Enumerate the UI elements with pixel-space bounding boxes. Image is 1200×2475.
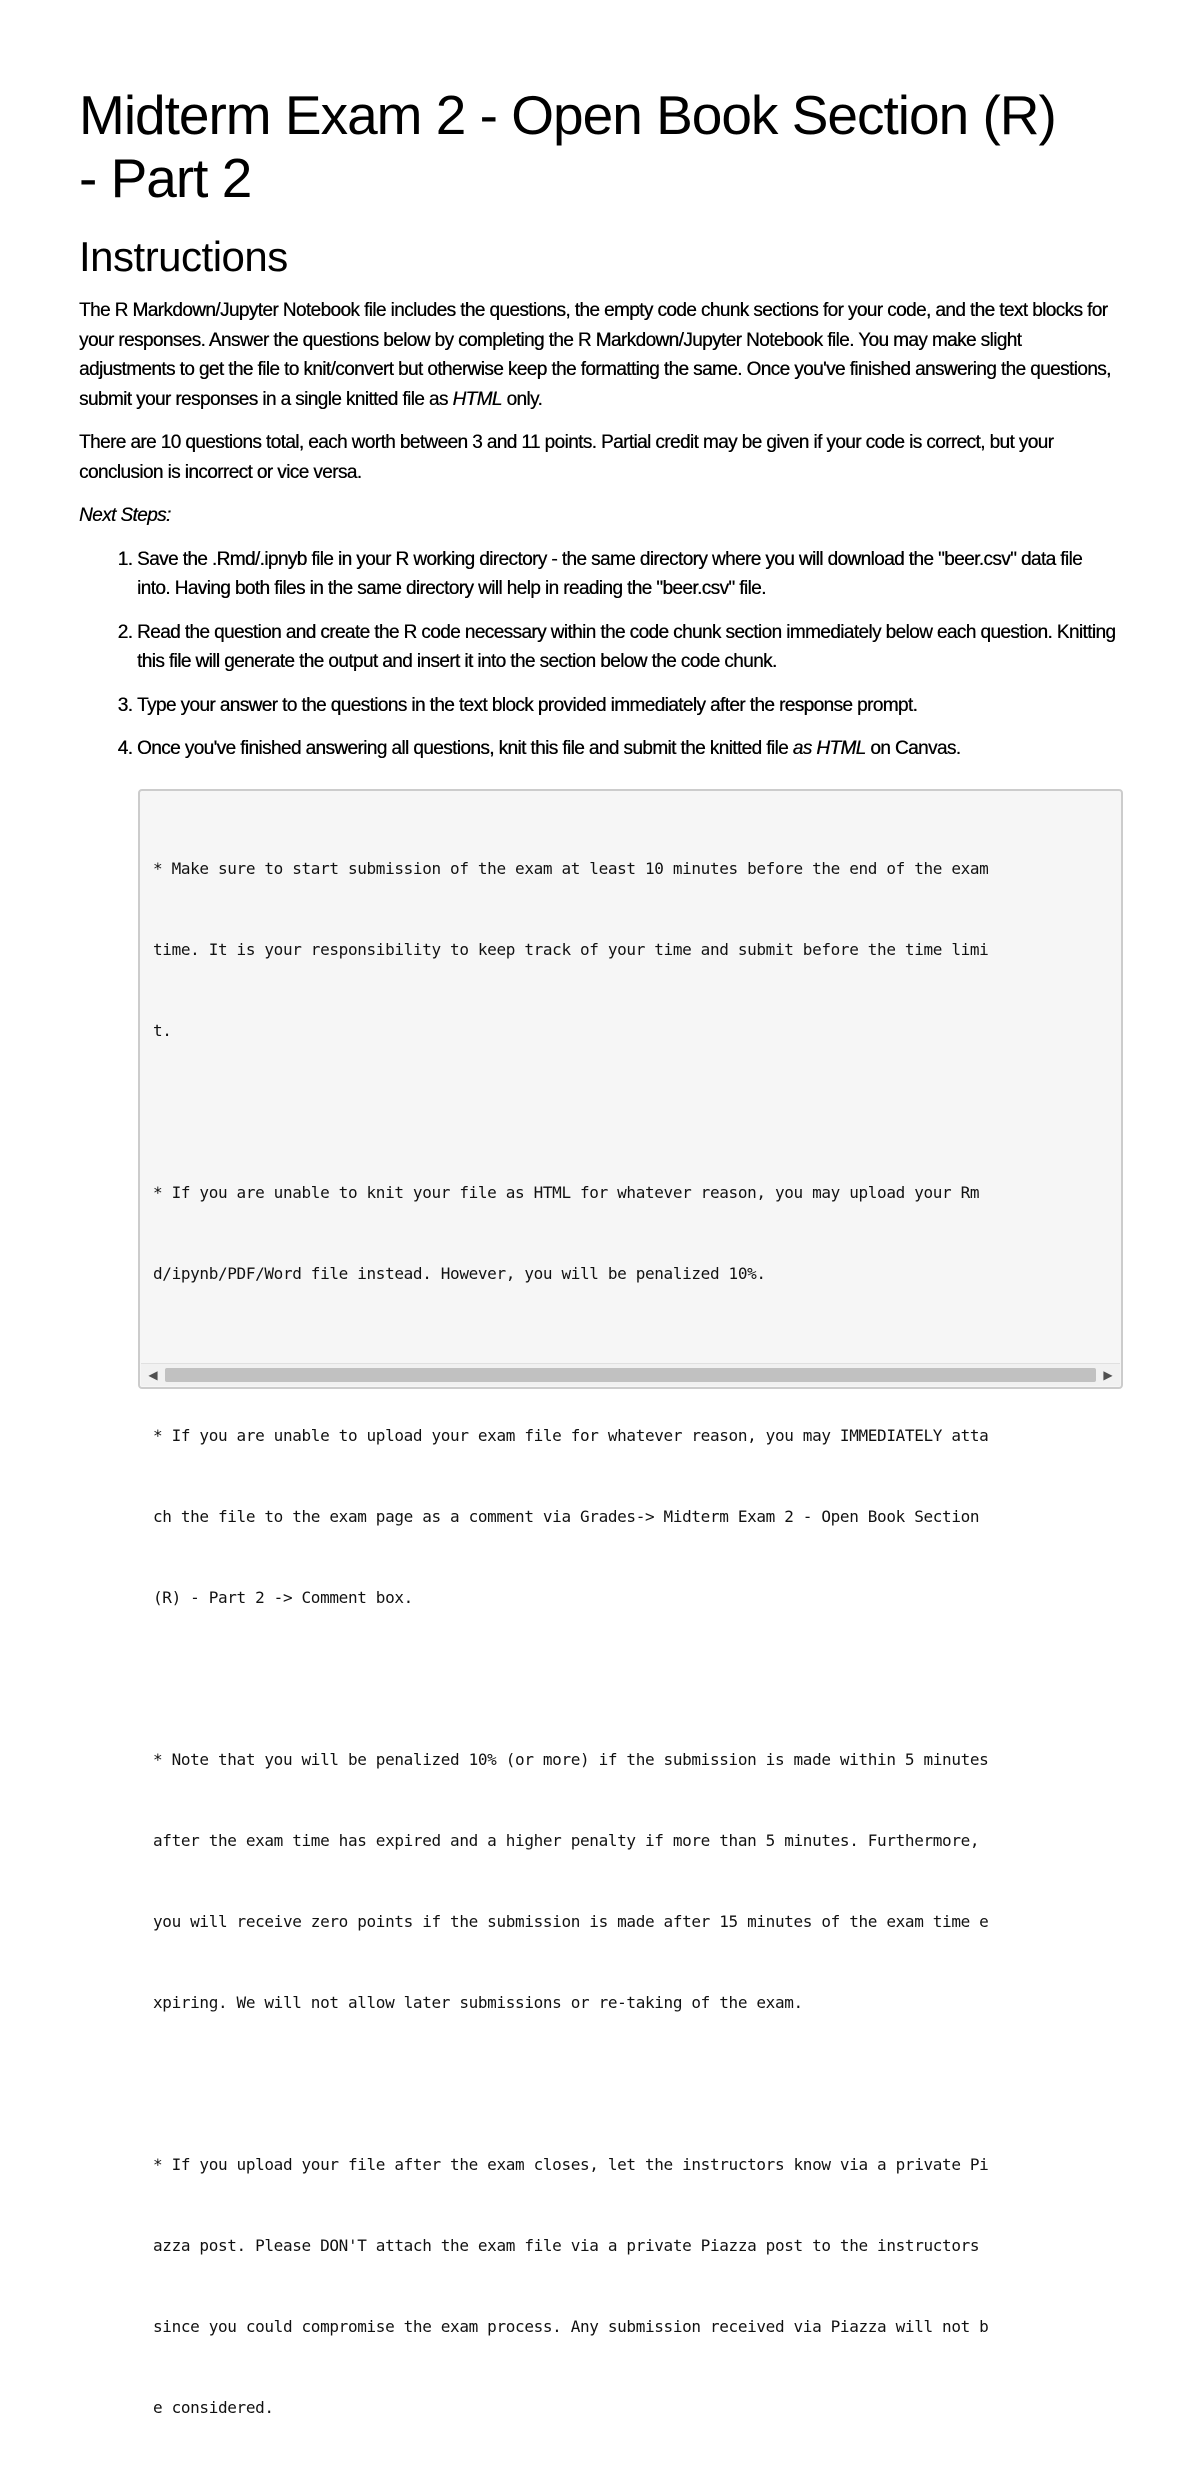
code-line: * Make sure to start submission of the exam at least 10 minutes before the end of the exam	[153, 859, 989, 878]
code-line: time. It is your responsibility to keep track of your time and submit before the time limi	[153, 940, 989, 959]
code-line: * If you are unable to upload your exam file for whatever reason, you may IMMEDIATELY atta	[153, 1426, 989, 1445]
code-line: xpiring. We will not allow later submissions or re-taking of the exam.	[153, 1993, 803, 2012]
code-block[interactable]	[138, 789, 1123, 2417]
code-line	[153, 1665, 1103, 1692]
scroll-left-icon[interactable]: ◀	[148, 1368, 158, 1382]
points-paragraph	[79, 428, 1119, 487]
step-2-line-2: question. Knitting this file will generate the output and insert it into the section below the code chunk.	[137, 621, 1116, 672]
code-line: t.	[153, 1021, 172, 1040]
intro-line-4: Once you've finished answering the questions, submit your responses in a single knitted file as	[79, 359, 1111, 410]
step-4-emphasis: as HTML	[792, 738, 866, 759]
intro-line-2: the text blocks for your responses. Answer the questions below by completing the R Markdown/Jupyter Notebook	[79, 300, 1108, 351]
code-line: * If you upload your file after the exam closes, let the instructors know via a private Pi	[153, 2155, 989, 2174]
code-line: (R) - Part 2 -> Comment box.	[153, 1588, 413, 1607]
code-line: * Note that you will be penalized 10% (or more) if the submission is made within 5 minutes	[153, 1750, 989, 1769]
code-line	[153, 2070, 1103, 2097]
intro-line-3: file. You may make slight adjustments to get the file to knit/convert but otherwise keep the formatting the same.	[79, 329, 1022, 380]
instructions-heading: Instructions	[79, 233, 288, 280]
code-line	[153, 1098, 1103, 1125]
code-line: you will receive zero points if the submission is made after 15 minutes of the exam time e	[153, 1912, 989, 1931]
code-text	[153, 801, 1103, 2475]
code-line: e considered.	[153, 2398, 274, 2417]
points-line-1: There are 10 questions total, each worth between 3 and 11 points. Partial credit may be given if your code is	[79, 432, 922, 453]
code-line: d/ipynb/PDF/Word file instead. However, you will be penalized 10%.	[153, 1264, 766, 1283]
scrollbar-thumb[interactable]	[165, 1368, 1096, 1382]
list-item	[137, 691, 1119, 721]
step-1-line-1: Save the .Rmd/.ipnyb file in your R working directory - the same directory where you will download the	[137, 548, 934, 570]
step-2-line-1: Read the question and create the R code necessary within the code chunk section immediately below each	[137, 621, 976, 643]
code-line: ch the file to the exam page as a comment via Grades-> Midterm Exam 2 - Open Book Section	[153, 1507, 980, 1526]
page-title-line-1: Midterm Exam 2 - Open Book Section (R)	[79, 84, 1056, 146]
step-3-line-1: Type your answer to the questions in the text block provided immediately after the response prompt.	[137, 694, 918, 716]
intro-html-emphasis: HTML	[452, 388, 502, 410]
list-item	[137, 545, 1119, 604]
page-title-line-2: - Part 2	[79, 147, 252, 209]
step-4-prefix: Once you've finished answering all questions, knit this file and submit the knitted file	[137, 738, 793, 759]
points-line-2: correct, but your conclusion is incorrect or vice versa.	[79, 432, 1054, 483]
horizontal-scrollbar[interactable]	[141, 1363, 1120, 1386]
scroll-right-icon[interactable]: ▶	[1103, 1368, 1113, 1382]
next-steps-list	[79, 545, 1119, 764]
code-line: * If you are unable to knit your file as HTML for whatever reason, you may upload your Rm	[153, 1183, 980, 1202]
step-4-suffix: on Canvas.	[865, 738, 961, 759]
intro-line-1: The R Markdown/Jupyter Notebook file includes the questions, the empty code chunk sections for your code, and	[79, 300, 966, 321]
page-title	[79, 84, 1119, 210]
code-line: azza post. Please DON'T attach the exam file via a private Piazza post to the instructors	[153, 2236, 980, 2255]
list-item	[137, 618, 1119, 677]
intro-line-4-end: only.	[501, 388, 543, 410]
code-line: since you could compromise the exam process. Any submission received via Piazza will not b	[153, 2317, 989, 2336]
step-1-line-2: "beer.csv" data file into. Having both files in the same directory will help in reading the "beer.csv" file.	[137, 548, 1083, 599]
intro-paragraph	[79, 296, 1119, 414]
document-page	[79, 70, 1119, 2417]
code-line: after the exam time has expired and a higher penalty if more than 5 minutes. Furthermore,	[153, 1831, 980, 1850]
next-steps-label: Next Steps:	[79, 505, 171, 526]
list-item	[137, 734, 1119, 764]
